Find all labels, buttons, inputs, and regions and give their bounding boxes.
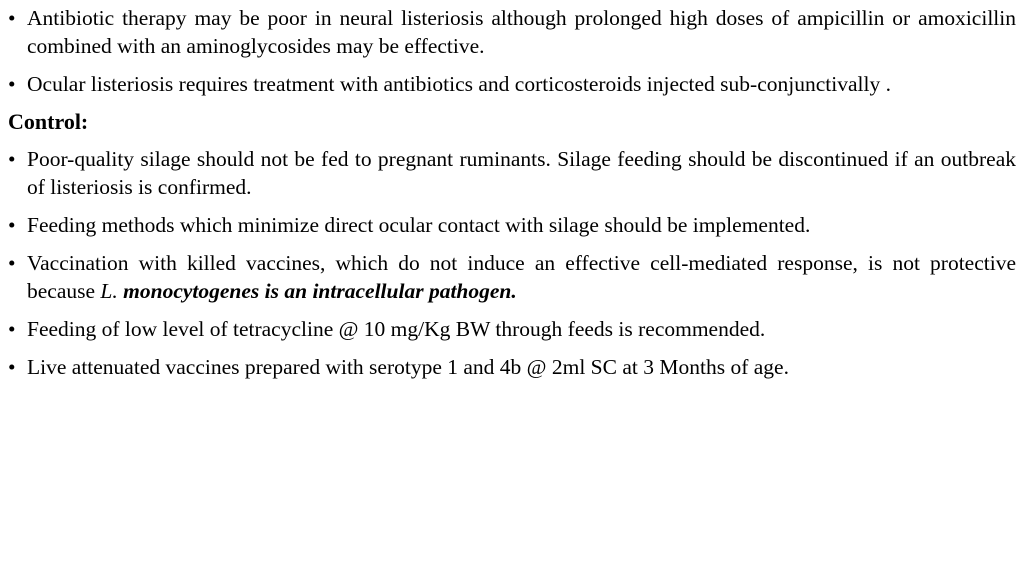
- treatment-list: [8, 4, 1016, 98]
- list-item: [8, 353, 1016, 381]
- list-item-text: Feeding methods which minimize direct ocular contact with silage should be implemented.: [27, 213, 811, 237]
- vaccination-text: Vaccination with killed vaccines, which do not induce an effective cell-mediated response, is not protective because: [27, 251, 1016, 303]
- bullet-icon: •: [8, 147, 16, 171]
- list-item-text: Antibiotic therapy may be poor in neural listeriosis although prolonged high doses of ampicillin or amoxicillin combined with an aminoglycosides may be effective.: [27, 6, 1016, 58]
- bullet-icon: •: [8, 72, 16, 96]
- list-item-text: Poor-quality silage should not be fed to pregnant ruminants. Silage feeding should be discontinued if an outbreak of listeriosis is confirmed.: [27, 147, 1016, 199]
- bullet-icon: •: [8, 317, 16, 341]
- list-item-vaccination: [8, 249, 1016, 305]
- species-genus-abbrev: L.: [100, 279, 118, 303]
- list-item-text: Live attenuated vaccines prepared with serotype 1 and 4b @ 2ml SC at 3 Months of age.: [27, 355, 789, 379]
- list-item-text: [27, 251, 1016, 303]
- bullet-icon: •: [8, 213, 16, 237]
- list-item-text: Ocular listeriosis requires treatment with antibiotics and corticosteroids injected sub-conjunctivally .: [27, 72, 891, 96]
- list-item: [8, 70, 1016, 98]
- control-heading: Control:: [8, 109, 89, 134]
- bullet-icon: •: [8, 251, 16, 275]
- list-item: [8, 145, 1016, 201]
- list-item: [8, 315, 1016, 343]
- bullet-icon: •: [8, 355, 16, 379]
- bullet-icon: •: [8, 6, 16, 30]
- list-item: [8, 211, 1016, 239]
- list-item: [8, 4, 1016, 60]
- list-item-text: Feeding of low level of tetracycline @ 10 mg/Kg BW through feeds is recommended.: [27, 317, 766, 341]
- control-list: [8, 145, 1016, 381]
- pathogen-emphasis: monocytogenes is an intracellular pathogen.: [123, 279, 517, 303]
